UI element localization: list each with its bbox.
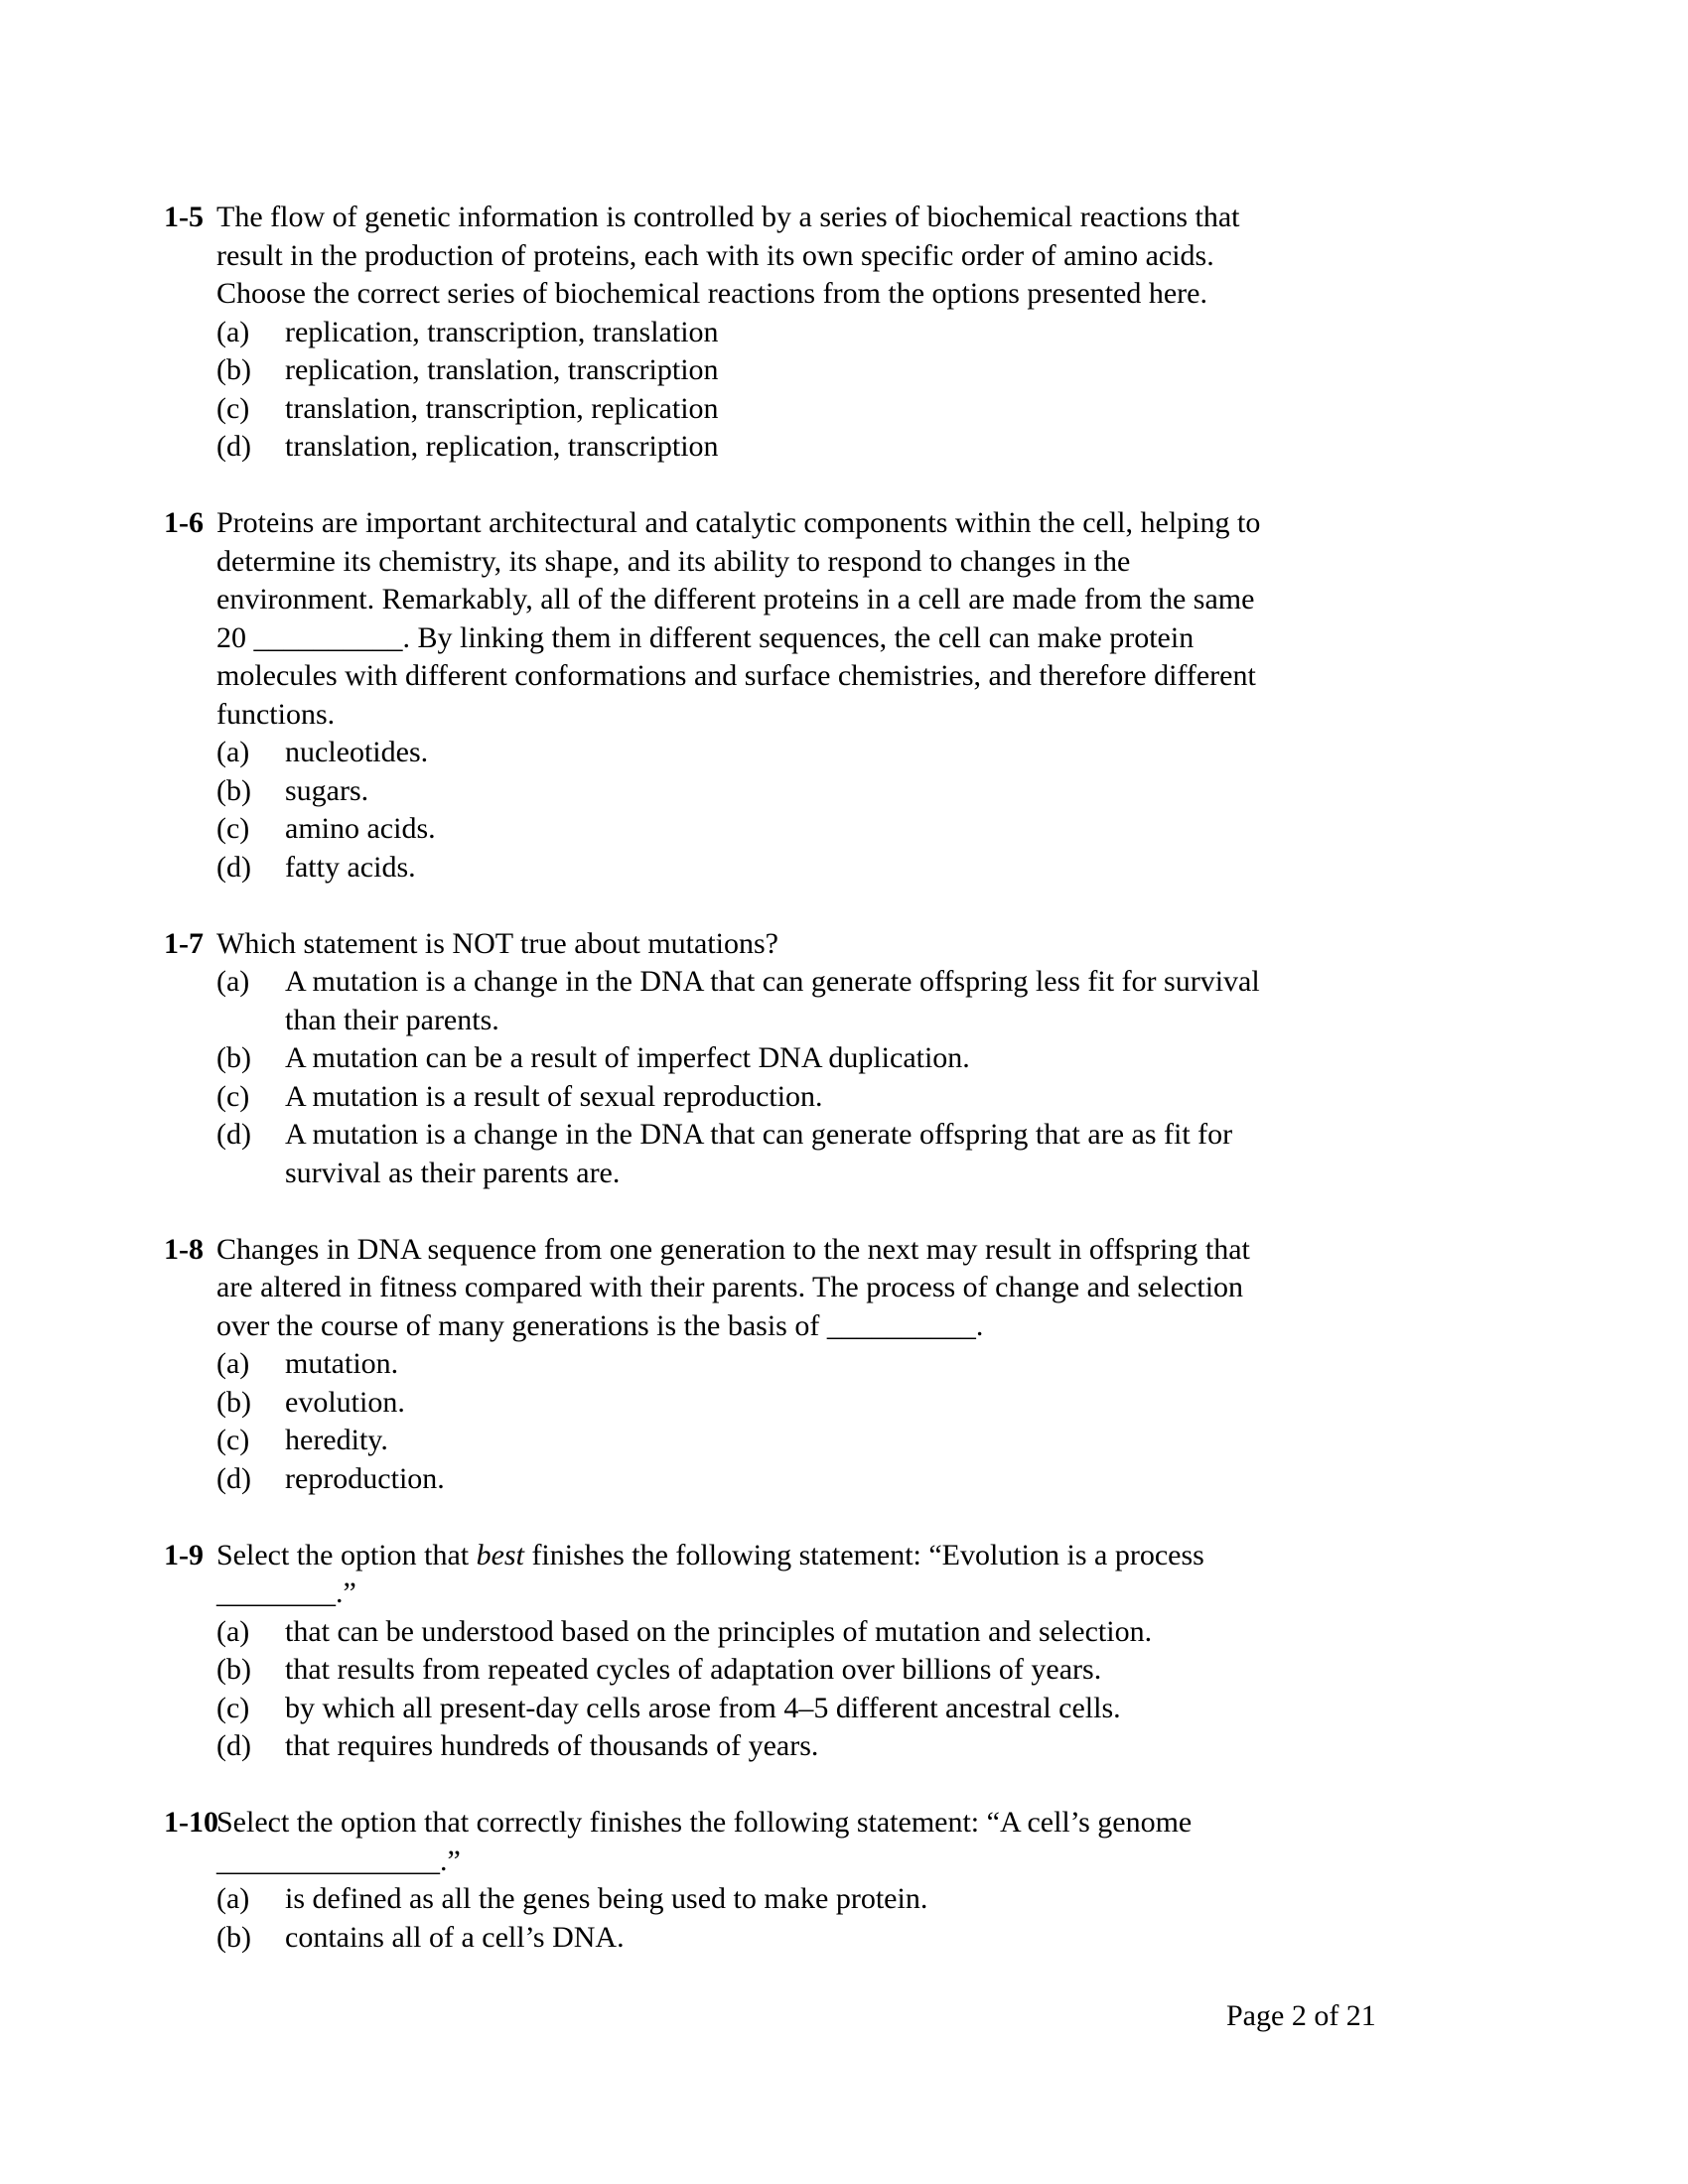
question-text-line: Proteins are important architectural and catalytic components within the cell, helping to: [216, 506, 1261, 539]
question-text-line: Choose the correct series of biochemical reactions from the options presented here.: [216, 277, 1207, 310]
option-letter: (d): [216, 850, 251, 884]
answer-option: [216, 734, 1504, 772]
answer-option: [216, 1345, 1504, 1384]
answer-option: [216, 849, 1504, 887]
question-number: 1-5: [164, 201, 204, 233]
question-options: [216, 1345, 1504, 1498]
option-letter: (b): [216, 1653, 251, 1686]
answer-option: [216, 963, 1504, 1039]
option-text-line: by which all present-day cells arose from 4–5 different ancestral cells.: [285, 1691, 1121, 1724]
question-text-line: environment. Remarkably, all of the different proteins in a cell are made from the same: [216, 583, 1255, 615]
option-text-line: sugars.: [285, 773, 369, 807]
option-text-line: A mutation is a change in the DNA that can generate offspring less fit for survival: [285, 965, 1260, 998]
question-block: [164, 1537, 1504, 1766]
question-text-line: [216, 1537, 1504, 1575]
answer-option: [216, 351, 1504, 390]
option-text-line: nucleotides.: [285, 736, 429, 768]
question-text-line: Select the option that correctly finishes the following statement: “A cell’s genome: [216, 1806, 1193, 1839]
option-text-line: replication, transcription, translation: [285, 315, 719, 348]
option-text-line: A mutation is a change in the DNA that can generate offspring that are as fit for: [285, 1118, 1233, 1151]
question-block: [164, 1804, 1504, 1957]
option-letter: (c): [216, 812, 250, 845]
option-text-line: that can be understood based on the principles of mutation and selection.: [285, 1614, 1153, 1648]
question-options: [216, 1613, 1504, 1766]
question-text-line: _______________.”: [216, 1843, 461, 1877]
answer-option: [216, 772, 1504, 811]
question-body: [216, 925, 1504, 964]
option-letter: (d): [216, 1461, 251, 1495]
option-letter: (c): [216, 1424, 250, 1456]
option-letter: (b): [216, 1385, 251, 1419]
question-text-line: 20 __________. By linking them in different sequences, the cell can make protein: [216, 620, 1195, 654]
question-text-line: molecules with different conformations and surface chemistries, and therefore different: [216, 659, 1256, 692]
option-letter: (c): [216, 1079, 250, 1113]
answer-option: [216, 1613, 1504, 1652]
option-letter: (a): [216, 736, 250, 768]
question-number: 1-8: [164, 1232, 204, 1266]
question-body: [216, 199, 1504, 314]
question-block: [164, 925, 1504, 1193]
question-body: [216, 504, 1504, 734]
answer-option: [216, 810, 1504, 849]
option-text-line: survival as their parents are.: [285, 1156, 621, 1189]
questions-container: [164, 199, 1504, 1995]
option-text-line: translation, replication, transcription: [285, 430, 719, 463]
option-letter: (b): [216, 1920, 251, 1954]
answer-option: [216, 390, 1504, 429]
question-options: [216, 734, 1504, 887]
page-footer: Page 2 of 21: [1226, 1999, 1376, 2032]
question-body: [216, 1231, 1504, 1346]
answer-option: [216, 1116, 1504, 1192]
question-options: [216, 314, 1504, 467]
answer-option: [216, 1384, 1504, 1423]
option-letter: (c): [216, 1691, 250, 1724]
answer-option: [216, 314, 1504, 352]
option-text-line: fatty acids.: [285, 850, 416, 884]
question-text-line: result in the production of proteins, each with its own specific order of amino acids.: [216, 238, 1214, 272]
option-letter: (a): [216, 315, 250, 348]
option-text-line: A mutation is a result of sexual reproduction.: [285, 1079, 823, 1113]
option-text-line: reproduction.: [285, 1461, 445, 1495]
question-text-line: functions.: [216, 697, 336, 731]
question-text-line: Which statement is NOT true about mutations?: [216, 926, 778, 960]
option-letter: (b): [216, 1041, 251, 1074]
answer-option: [216, 1651, 1504, 1690]
option-text-line: replication, translation, transcription: [285, 353, 719, 386]
option-letter: (b): [216, 773, 251, 807]
answer-option: [216, 1039, 1504, 1078]
option-text-line: than their parents.: [285, 1003, 499, 1036]
option-letter: (d): [216, 430, 251, 463]
question-block: [164, 199, 1504, 467]
option-text-line: evolution.: [285, 1385, 405, 1419]
answer-option: [216, 1880, 1504, 1919]
option-text-line: that results from repeated cycles of adaptation over billions of years.: [285, 1653, 1102, 1686]
option-text-line: is defined as all the genes being used to make protein.: [285, 1882, 928, 1915]
answer-option: [216, 1727, 1504, 1766]
question-number: 1-10: [164, 1806, 218, 1839]
question-body: [216, 1804, 1504, 1880]
option-letter: (d): [216, 1118, 251, 1151]
question-number: 1-7: [164, 926, 204, 960]
answer-option: [216, 1422, 1504, 1460]
option-text-line: mutation.: [285, 1347, 399, 1380]
option-letter: (d): [216, 1729, 251, 1762]
question-options: [216, 1880, 1504, 1957]
option-letter: (a): [216, 1347, 250, 1380]
question-text-line: ________.”: [216, 1576, 356, 1609]
answer-option: [216, 1460, 1504, 1499]
answer-option: [216, 1078, 1504, 1117]
answer-option: [216, 1919, 1504, 1958]
option-text-line: heredity.: [285, 1424, 388, 1456]
question-text-line: The flow of genetic information is controlled by a series of biochemical reactions that: [216, 201, 1240, 233]
answer-option: [216, 428, 1504, 467]
option-letter: (a): [216, 965, 250, 998]
question-text-line: over the course of many generations is the basis of __________.: [216, 1308, 984, 1342]
question-text-line: are altered in fitness compared with their parents. The process of change and selection: [216, 1271, 1244, 1303]
option-letter: (c): [216, 391, 250, 425]
question-block: [164, 504, 1504, 887]
option-text-line: contains all of a cell’s DNA.: [285, 1920, 625, 1954]
answer-option: [216, 1690, 1504, 1728]
option-text-line: A mutation can be a result of imperfect DNA duplication.: [285, 1041, 970, 1074]
option-letter: (a): [216, 1614, 250, 1648]
text-segment: Select the option that: [216, 1538, 477, 1571]
question-options: [216, 963, 1504, 1192]
question-body: [216, 1537, 1504, 1613]
option-letter: (a): [216, 1882, 250, 1915]
question-number: 1-6: [164, 506, 204, 539]
option-text-line: that requires hundreds of thousands of years.: [285, 1729, 819, 1762]
italic-text-segment: best: [476, 1538, 524, 1571]
option-text-line: translation, transcription, replication: [285, 391, 719, 425]
question-text-line: Changes in DNA sequence from one generation to the next may result in offspring that: [216, 1232, 1250, 1266]
question-block: [164, 1231, 1504, 1499]
option-letter: (b): [216, 353, 251, 386]
question-number: 1-9: [164, 1538, 204, 1571]
option-text-line: amino acids.: [285, 812, 436, 845]
question-text-line: determine its chemistry, its shape, and its ability to respond to changes in the: [216, 544, 1131, 578]
text-segment: finishes the following statement: “Evolution is a process: [523, 1538, 1204, 1571]
